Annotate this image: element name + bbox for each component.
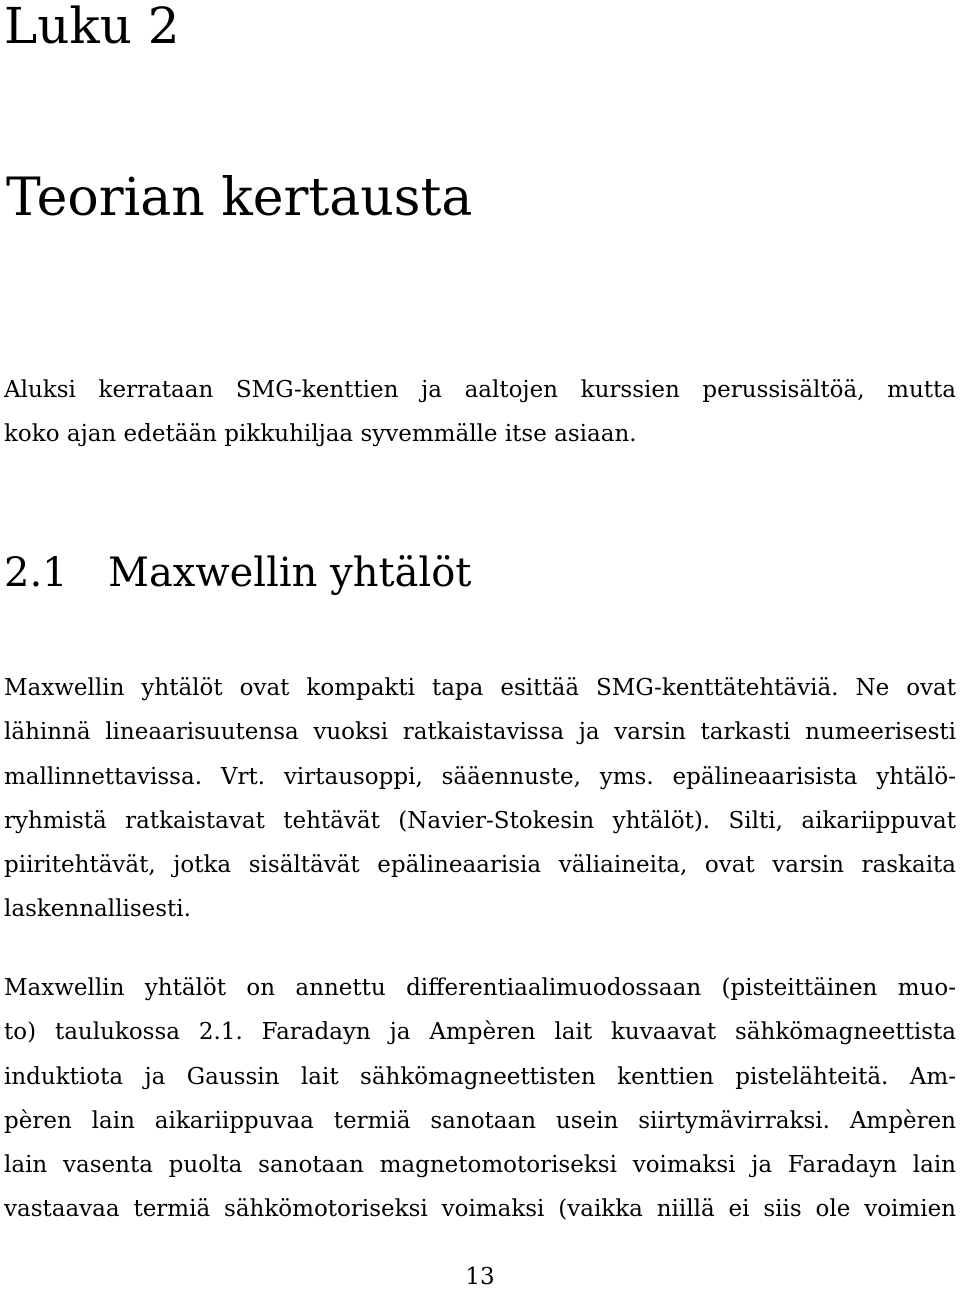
text-line: koko ajan edetään pikkuhiljaa syvemmälle itse asiaan. xyxy=(4,421,637,448)
text-line: laskennallisesti. xyxy=(4,896,191,923)
section-heading xyxy=(4,548,471,598)
chapter-title: Teorian kertausta xyxy=(6,168,473,228)
intro-paragraph xyxy=(4,368,956,457)
text-line: Maxwellin yhtälöt ovat kompakti tapa esittää SMG-kenttätehtäviä. Ne ovat xyxy=(4,675,956,701)
section-number: 2.1 xyxy=(4,550,68,596)
text-line: lain vasenta puolta sanotaan magnetomotoriseksi voimaksi ja Faradayn lain xyxy=(4,1152,956,1179)
text-line: Aluksi kerrataan SMG-kenttien ja aaltojen kurssien perussisältöä, mutta xyxy=(4,377,956,403)
body-paragraph-1 xyxy=(4,666,956,932)
text-line: induktiota ja Gaussin lait sähkömagneettisten kenttien pistelähteitä. Am- xyxy=(4,1063,956,1090)
section-title: Maxwellin yhtälöt xyxy=(108,550,472,596)
text-line: piiritehtävät, jotka sisältävät epälineaarisia väliaineita, ovat varsin raskaita xyxy=(4,852,956,879)
text-line: Maxwellin yhtälöt on annettu differentiaalimuodossaan (pisteittäinen muo- xyxy=(4,975,956,1001)
text-line: pèren lain aikariippuvaa termiä sanotaan usein siirtymävirraksi. Ampèren xyxy=(4,1107,956,1134)
chapter-label: Luku 2 xyxy=(4,0,180,55)
text-line: mallinnettavissa. Vrt. virtausoppi, sääennuste, yms. epälineaarisista yhtälö- xyxy=(4,763,956,790)
text-line: vastaavaa termiä sähkömotoriseksi voimaksi (vaikka niillä ei siis ole voimien xyxy=(4,1196,956,1223)
text-line: ryhmistä ratkaistavat tehtävät (Navier-Stokesin yhtälöt). Silti, aikariippuvat xyxy=(4,807,956,834)
body-paragraph-2 xyxy=(4,966,956,1232)
text-line: lähinnä lineaarisuutensa vuoksi ratkaistavissa ja varsin tarkasti numeerisesti xyxy=(4,719,956,746)
text-line: to) taulukossa 2.1. Faradayn ja Ampèren lait kuvaavat sähkömagneettista xyxy=(4,1019,956,1046)
page-number: 13 xyxy=(465,1264,495,1290)
